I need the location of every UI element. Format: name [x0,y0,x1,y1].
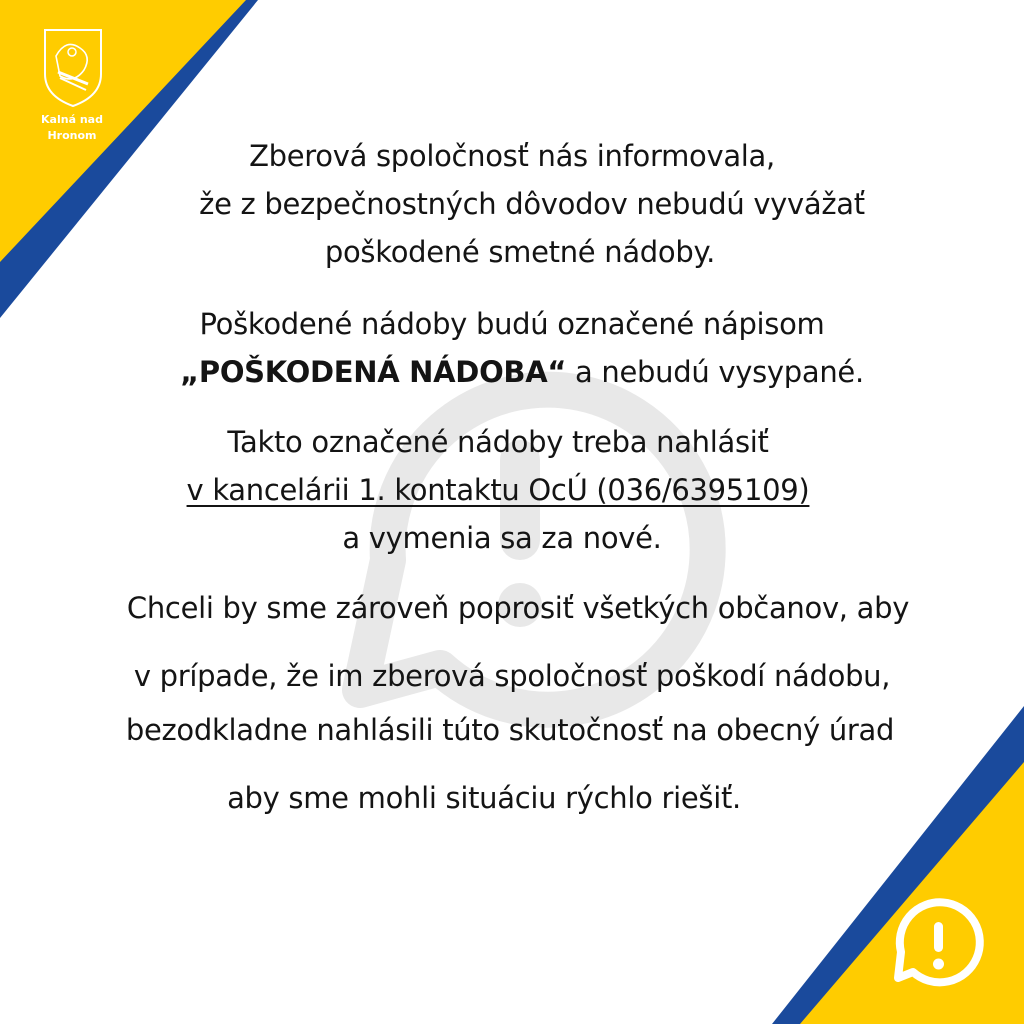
paragraph-4-line-3: bezodkladne nahlásili túto skutočnosť na obecný úrad [125,713,895,747]
paragraph-1-line-1: Zberová spoločnosť nás informovala, [249,139,775,173]
paragraph-2-line-2 [10,354,1024,390]
office-contact-link[interactable]: v kancelárii 1. kontaktu OcÚ (036/6395109) [186,473,810,507]
paragraph-2-line-1: Poškodené nádoby budú označené nápisom [199,307,825,341]
paragraph-4-line-2: v prípade, že im zberová spoločnosť poškodí nádobu, [133,659,891,693]
paragraph-4-line-1: Chceli by sme zároveň poprosiť všetkých občanov, aby [126,591,910,625]
paragraph-1-line-2: že z bezpečnostných dôvodov nebudú vyvážať [199,187,865,221]
paragraph-3-line-3: a vymenia sa za nové. [342,521,662,555]
paragraph-4-line-4: aby sme mohli situáciu rýchlo riešiť. [227,781,741,815]
paragraph-3-line-2 [0,472,1010,508]
paragraph-2-line-2-rest: a nebudú vysypané. [566,355,864,389]
logo-line-2: Hronom [47,129,97,142]
paragraph-3-line-1: Takto označené nádoby treba nahlásiť [227,425,769,459]
paragraph-1-line-3: poškodené smetné nádoby. [324,235,716,269]
damaged-bin-label: „POŠKODENÁ NÁDOBA“ [180,355,567,389]
logo-line-1: Kalná nad [41,113,103,126]
